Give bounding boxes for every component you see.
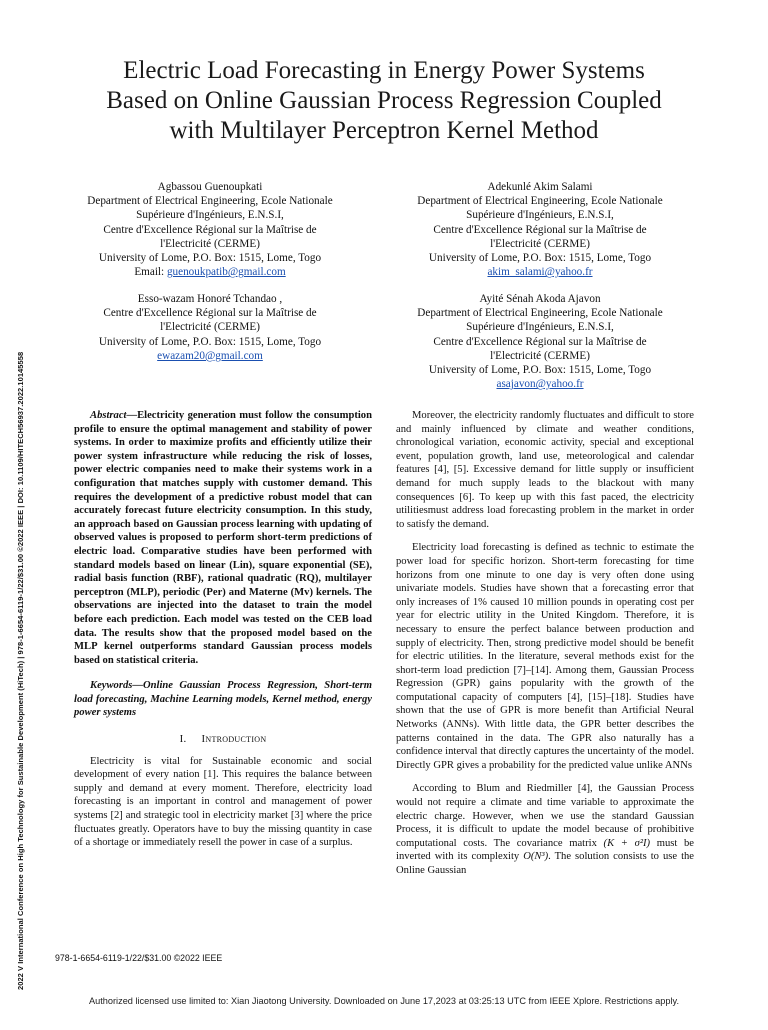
affiliation-line: University of Lome, P.O. Box: 1515, Lome, Togo: [98, 335, 322, 348]
author-name: Agbassou Guenoupkati: [157, 181, 263, 193]
footer-isbn: 978-1-6654-6119-1/22/$31.00 ©2022 IEEE: [55, 953, 223, 963]
affiliation-line: Centre d'Excellence Régional sur la Maîtrise de: [433, 335, 647, 348]
affiliation-line: l'Electricité (CERME): [160, 237, 260, 250]
complexity-formula: O(N³): [523, 851, 549, 863]
affiliation-line: University of Lome, P.O. Box: 1515, Lome, Togo: [98, 252, 322, 265]
email-label: Email:: [134, 266, 167, 279]
author-block-3: [40, 292, 380, 363]
affiliation-line: Supérieure d'Ingénieurs, E.N.S.I,: [466, 321, 614, 334]
paragraph: Electricity load forecasting is defined as technic to estimate the power load for specific horizon. Short-term forecasting for time horizons from one minute to one day is very often done using univariate models. Studies have shown that a forecasting error that only increases of 1% caused 10 million pounds in operating cost per year for electric utility in the United Kingdom. Therefore, it is necessary to ensure the perfect balance between production and supply of electricity. Then, strong predictive model should be benefit for electric utilities. In the literature, several methods exist for the short-term load prediction [7]–[14]. Among them, Gaussian Process Regression (GPR) gains popularity with the growth of the computational capacity of computers [4], [15]–[18]. Studies have shown that the use of GPR is more benefit than Artificial Neural Networks (ANNs). With little data, the GPR better describes the patterns contained in the data. The GPR also naturally has a confidence interval that directly captures the uncertainty of the model. Directly GPR gives a probability for the predicted value unlike ANNs: [396, 542, 694, 771]
keywords: Keywords—Online Gaussian Process Regression, Short-term load forecasting, Machine Learning models, Kernel method, energy power systems: [74, 680, 372, 719]
abstract-label: Abstract: [90, 410, 127, 421]
section-heading-introduction: [74, 733, 372, 747]
affiliation-line: Supérieure d'Ingénieurs, E.N.S.I,: [466, 209, 614, 222]
affiliation-line: Centre d'Excellence Régional sur la Maîtrise de: [103, 223, 317, 236]
text-run: . The solution consists to use the Online Gaussian: [396, 851, 695, 876]
author-block-2: [370, 180, 710, 279]
paragraph: Electricity is vital for Sustainable economic and social development of every nation [1]. This requires the balance between supply and demand at every moment. Therefore, electricity load forecasting is an important in control and management of power systems [2] and strategic tool in electricity market [3] where the price fluctuates greatly. Operators have to buy the missing quantity in case of a shortage or immediately resell the power in case of a surplus.: [74, 755, 372, 849]
email-line: [370, 377, 710, 391]
title-line: with Multilayer Perceptron Kernel Method: [169, 117, 599, 144]
affiliation-line: l'Electricité (CERME): [160, 321, 260, 334]
paper-title: [40, 56, 728, 146]
text-run: must be inverted with its complexity: [396, 837, 694, 863]
text-run: According to Blum and Riedmiller [4], the Gaussian Process would not require a climate and time variable to approximate the electric charge. However, when we use the standard Gaussian Process, it is difficult to update the model because of prohibitive computational costs. The covariance matrix: [396, 783, 694, 849]
affiliation-line: Department of Electrical Engineering, Ecole Nationale: [417, 195, 663, 208]
email-line: [370, 265, 710, 279]
title-line: Based on Online Gaussian Process Regression Coupled: [106, 87, 662, 114]
email-link[interactable]: akim_salami@yahoo.fr: [487, 266, 593, 279]
abstract-text: —Electricity generation must follow the consumption profile to ensure the optimal management and stability of power systems. In order to maximize profits and efficiently utilize their power system infrastructure while reducing the risk of losses, power electric companies need to make their systems work in a configuration that matches supply with customer demand. This requires the development of a predictive robust model that can accurately forecast future electricity consumption. In this study, an approach based on Gaussian process learning with updating of observed values is proposed to perform short-term predictions of electric load. Comparative studies have been performed with standard models based on linear (Lin), square exponential (SE), radial basis function (RBF), rational quadratic (RQ), multilayer perceptron (MLP), periodic (Per) and Materne (Mv) kernels. The observations are injected into the dataset to train the model before each prediction. Each model was tested on the CEB load data. The results show that the proposed model based on the MLP kernel outperforms standard Gaussian process models based on statistical criteria.: [74, 410, 372, 666]
author-name: Adekunlé Akim Salami: [487, 181, 593, 193]
affiliation-line: Centre d'Excellence Régional sur la Maîtrise de: [433, 223, 647, 236]
paragraph: Moreover, the electricity randomly fluctuates and difficult to store and mainly influenced by climate and weather conditions, chronological variation, economic activity, special and exceptional event, population growth, land use, meteorological and calendar features [4], [5]. Excessive demand for little supply or insufficient demand for much supply leads to the blackout with many consequences [6]. To keep up with this fast paced, the electricity utilitiesmust address load forecasting problem in the market in order to satisfy the demand.: [396, 410, 694, 530]
section-title: Introduction: [201, 733, 267, 746]
affiliation-line: University of Lome, P.O. Box: 1515, Lome, Togo: [428, 364, 652, 377]
affiliation-line: University of Lome, P.O. Box: 1515, Lome, Togo: [428, 252, 652, 265]
author-block-1: [40, 180, 380, 279]
email-line: [40, 349, 380, 363]
author-block-4: [370, 292, 710, 391]
affiliation-line: Department of Electrical Engineering, Ecole Nationale: [417, 307, 663, 320]
affiliation-line: Supérieure d'Ingénieurs, E.N.S.I,: [136, 209, 284, 222]
author-name: Ayité Sénah Akoda Ajavon: [479, 293, 601, 305]
affiliation-line: l'Electricité (CERME): [490, 237, 590, 250]
paragraph: [396, 782, 694, 877]
abstract: [74, 409, 372, 667]
author-name: Esso-wazam Honoré Tchandao ,: [137, 293, 283, 305]
email-link[interactable]: asajavon@yahoo.fr: [496, 378, 584, 391]
affiliation-line: Department of Electrical Engineering, Ecole Nationale: [87, 195, 333, 208]
license-notice: Authorized licensed use limited to: Xian Jiaotong University. Downloaded on June 17,2023 at 03:25:13 UTC from IEEE Xplore. Restrictions apply.: [88, 996, 680, 1006]
email-line: [40, 265, 380, 279]
left-column: [74, 409, 372, 850]
covariance-formula: (K + σ²I): [603, 837, 651, 849]
title-line: Electric Load Forecasting in Energy Power Systems: [123, 57, 645, 84]
email-link[interactable]: ewazam20@gmail.com: [157, 349, 263, 362]
section-number: I.: [179, 733, 187, 746]
conference-side-strip: [6, 230, 36, 1030]
email-link[interactable]: guenoukpatib@gmail.com: [166, 266, 286, 279]
conference-side-strip-text: 2022 V International Conference on High Technology for Sustainable Development (HiTech) | 978-1-6654-6119-1/22/$31.00 ©2022 IEEE | DOI: 10.1109/HITECH56937.2022.10145558: [16, 351, 25, 990]
right-column: [396, 409, 694, 878]
affiliation-line: l'Electricité (CERME): [490, 349, 590, 362]
affiliation-line: Centre d'Excellence Régional sur la Maîtrise de: [103, 307, 317, 320]
